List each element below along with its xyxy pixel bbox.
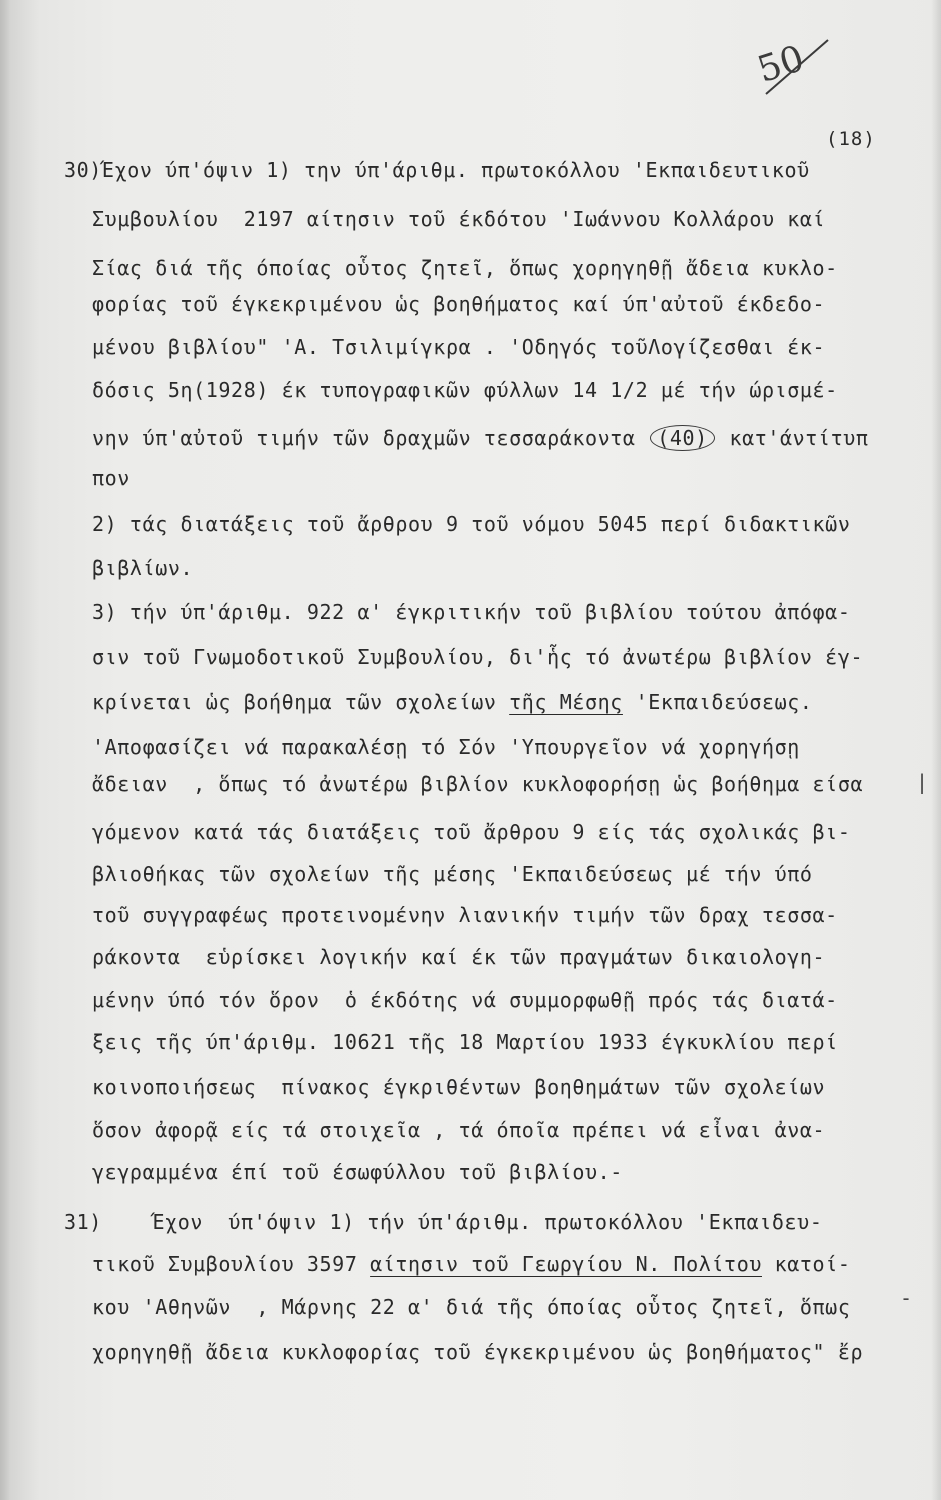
text-line: 2) τάς διατάξεις τοῦ ἄρθρου 9 τοῦ νόμου 5045 περί διδακτικῶν — [92, 512, 851, 536]
text-line: τοῦ συγγραφέως προτεινομένην λιανικήν τιμήν τῶν δραχ τεσσα- — [92, 903, 838, 927]
text-line — [92, 690, 813, 714]
text-line: ξεις τῆς ύπ'άριθμ. 10621 τῆς 18 Μαρτίου 1933 έγκυκλίου περί — [92, 1030, 838, 1054]
text-line: σιν τοῦ Γνωμοδοτικοῦ Συμβουλίου, δι'ἧς τό ἀνωτέρω βιβλίον έγ- — [92, 645, 864, 669]
circled-amount: (40) — [650, 425, 715, 451]
text-line — [92, 425, 869, 451]
text-line — [92, 1252, 850, 1276]
folio-number: 50 — [752, 37, 810, 92]
text-line: μένην ύπό τόν ὅρον ὁ έκδότης νά συμμορφωθῇ πρός τάς διατά- — [92, 988, 838, 1012]
text-line: 30)Έχον ύπ'όψιν 1) την ύπ'άριθμ. πρωτοκόλλου 'Εκπαιδευτικοῦ — [64, 158, 810, 182]
text-line: γόμενον κατά τάς διατάξεις τοῦ ἄρθρου 9 είς τάς σχολικάς βι- — [92, 820, 851, 844]
text-line: μένου βιβλίου" 'Α. Τσιλιμίγκρα . 'Οδηγός τοῦΛογίζεσθαι έκ- — [92, 335, 826, 359]
text-line: ράκοντα εὑρίσκει λογικήν καί έκ τῶν πραγμάτων δικαιολογη- — [92, 945, 826, 969]
text-line: χορηγηθῇ ἄδεια κυκλοφορίας τοῦ έγκεκριμένου ὡς βοηθήματος" ἔρ — [92, 1340, 864, 1364]
text-line: φορίας τοῦ έγκεκριμένου ὡς βοηθήματος καί ύπ'αὐτοῦ έκδεδο- — [92, 292, 826, 316]
text-line: κου 'Αθηνῶν , Μάρνης 22 α' διά τῆς όποίας οὗτος ζητεῖ, ὅπως — [92, 1295, 851, 1319]
text-line: δόσις 5η(1928) έκ τυπογραφικῶν φύλλων 14 1/2 μέ τήν ώρισμέ- — [92, 378, 838, 402]
text-segment: τικοῦ Συμβουλίου 3597 — [92, 1252, 371, 1276]
text-line: βιβλίων. — [92, 556, 194, 580]
right-page-shadow — [931, 0, 941, 1500]
text-line: γεγραμμένα έπί τοῦ έσωφύλλου τοῦ βιβλίου.- — [92, 1160, 623, 1184]
page-number: (18) — [826, 128, 876, 150]
margin-dash-mark: - — [900, 1286, 913, 1310]
text-line: 31) Έχον ύπ'όψιν 1) τήν ύπ'άριθμ. πρωτοκόλλου 'Εκπαιδευ- — [64, 1210, 823, 1234]
text-line: ὅσον ἀφορᾷ είς τά στοιχεῖα , τά όποῖα πρέπει νά εἶναι ἀνα- — [92, 1118, 826, 1142]
text-line: κοινοποιήσεως πίνακος έγκριθέντων βοηθημάτων τῶν σχολείων — [92, 1075, 826, 1099]
text-line: ἄδειαν , ὅπως τό ἀνωτέρω βιβλίον κυκλοφορήσῃ ὡς βοήθημα είσα — [92, 772, 864, 796]
text-segment: κατοί- — [761, 1252, 851, 1276]
handwritten-folio-stamp — [748, 34, 848, 104]
text-line: 'Αποφασίζει νά παρακαλέσῃ τό Σόν 'Υπουργεῖον νά χορηγήσῃ — [92, 735, 800, 759]
text-segment: κατ'άντίτυπ — [716, 426, 869, 450]
underlined-phrase: αίτησιν τοῦ Γεωργίου Ν. Πολίτου — [370, 1252, 762, 1276]
text-line: Συμβουλίου 2197 αίτησιν τοῦ έκδότου 'Ιωάννου Κολλάρου καί — [92, 207, 826, 231]
text-line: βλιοθήκας τῶν σχολείων τῆς μέσης 'Εκπαιδεύσεως μέ τήν ύπό — [92, 862, 813, 886]
text-segment: νην ύπ'αὐτοῦ τιμήν τῶν δραχμῶν τεσσαράκοντα — [92, 426, 649, 450]
text-segment: κρίνεται ὡς βοήθημα τῶν σχολείων — [92, 690, 510, 714]
underlined-phrase: τῆς Μέσης — [509, 690, 623, 714]
left-page-shadow — [0, 0, 10, 1500]
text-segment: 'Εκπαιδεύσεως. — [622, 690, 813, 714]
text-line: πον — [92, 466, 130, 490]
margin-tick-mark: | — [916, 770, 929, 794]
text-line: Σίας διά τῆς όποίας οὗτος ζητεῖ, ὅπως χορηγηθῇ ἄδεια κυκλο- — [92, 256, 838, 280]
text-line: 3) τήν ύπ'άριθμ. 922 α' έγκριτικήν τοῦ βιβλίου τούτου ἀπόφα- — [92, 600, 851, 624]
